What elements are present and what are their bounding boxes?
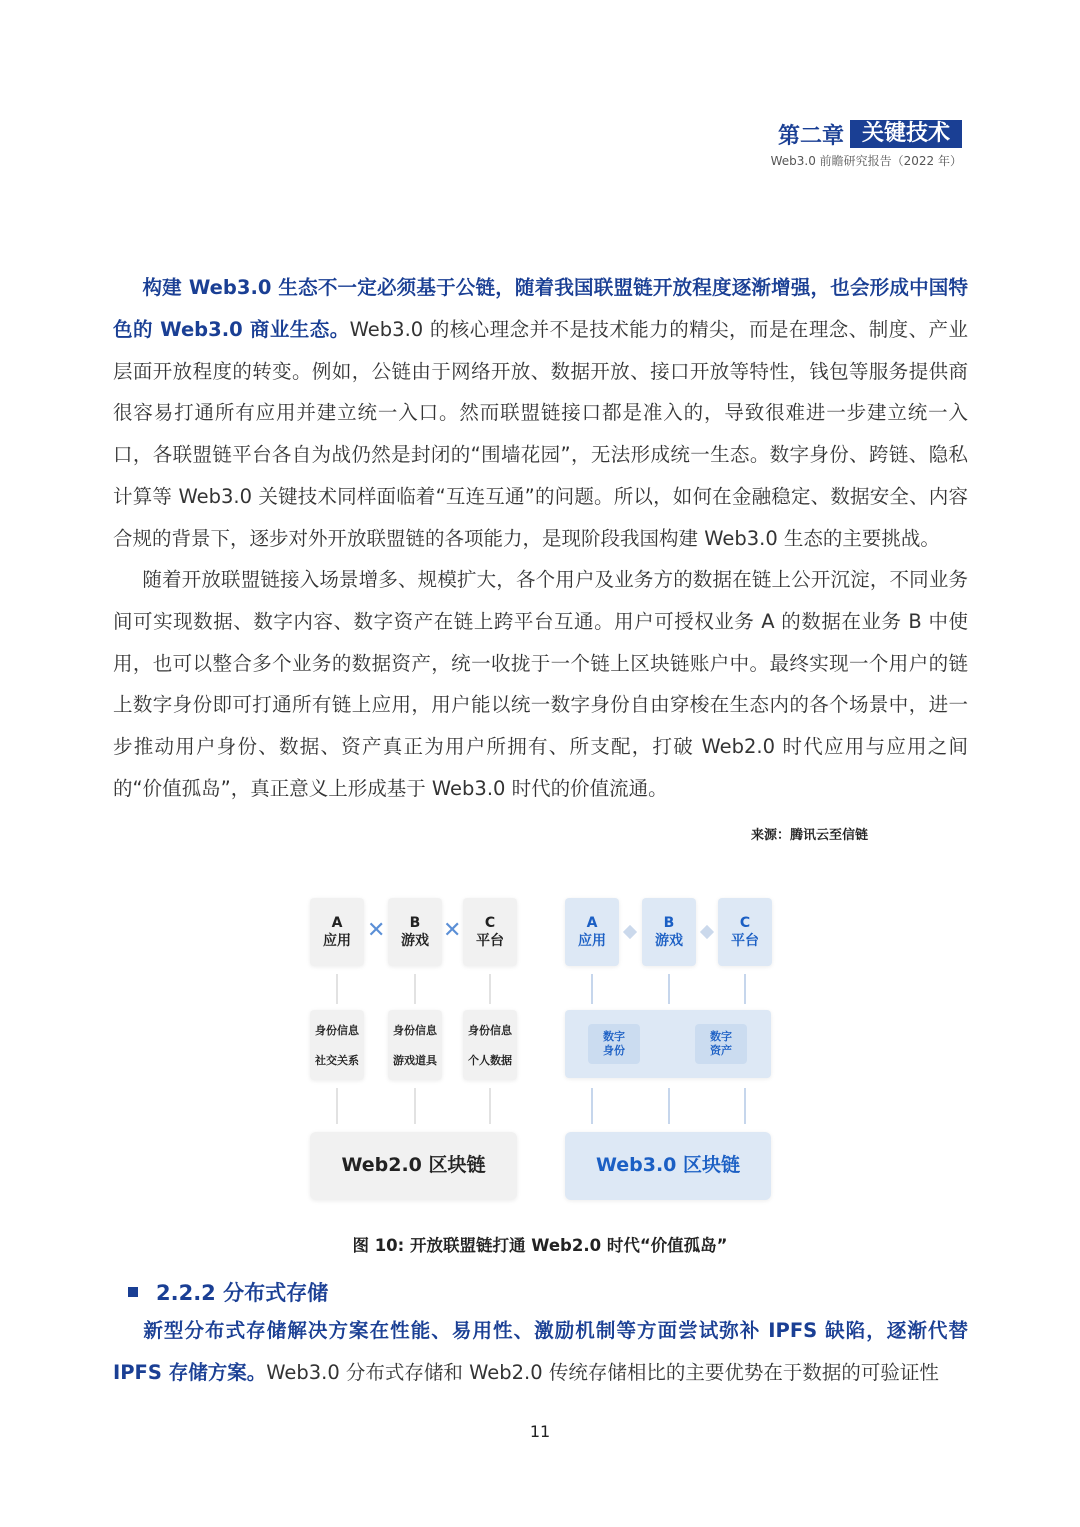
connector-line <box>668 1088 670 1124</box>
connector-line <box>591 974 593 1004</box>
paragraph-2-body: 随着开放联盟链接入场景增多、规模扩大，各个用户及业务方的数据在链上公开沉淀，不同业务间可实现数据、数字内容、数字资产在链上跨平台互通。用户可授权业务 A 的数据在业务 B 中使用，也可以整合多个业务的数据资产，统一收拢于一个链上区块链账户中。最终实现一个用户的链上数字身份即可打通所有链上应用，用户能以统一数字身份自由穿梭在生态内的各个场景中，进一步推动用户身份、数据、资产真正为用户所拥有、所支配，打破 Web2.0 时代应用与应用之间的“价值孤岛”，真正意义上形成基于 Web3.0 时代的价值流通。 <box>113 568 968 800</box>
connector-line <box>489 1088 491 1124</box>
digital-asset-line2: 资产 <box>710 1044 732 1057</box>
chapter-number: 第二章 <box>777 123 844 149</box>
right-app-a-label: 应用 <box>578 933 606 949</box>
connector-line <box>336 1088 338 1124</box>
right-app-c <box>718 898 772 966</box>
left-info-b <box>388 1010 442 1080</box>
right-app-c-letter: C <box>739 915 751 931</box>
link-diamond-icon <box>700 925 714 939</box>
paragraph-1-body: Web3.0 的核心理念并不是技术能力的精尖，而是在理念、制度、产业层面开放程度的转变。例如，公链由于网络开放、数据开放、接口开放等特性，钱包等服务提供商很容易打通所有应用并建立统一入口。然而联盟链接口都是准入的，导致很难进一步建立统一入口，各联盟链平台各自为战仍然是封闭的“围墙花园”，无法形成统一生态。数字身份、跨链、隐私计算等 Web3.0 关键技术同样面临着“互连互通”的问题。所以，如何在金融稳定、数据安全、内容合规的背景下，逐步对外开放联盟链的各项能力，是现阶段我国构建 Web3.0 生态的主要挑战。 <box>113 317 968 550</box>
connector-line <box>591 1088 593 1124</box>
left-app-b <box>388 898 442 966</box>
left-info-a-line1: 身份信息 <box>315 1024 359 1037</box>
left-info-c-line2: 个人数据 <box>468 1054 512 1067</box>
left-app-a-letter: A <box>331 915 343 931</box>
right-app-b <box>642 898 696 966</box>
digital-asset-item <box>695 1024 747 1064</box>
left-app-c <box>463 898 517 966</box>
left-info-b-line2: 游戏道具 <box>393 1054 437 1067</box>
paragraph-3-body: Web3.0 分布式存储和 Web2.0 传统存储相比的主要优势在于数据的可验证性 <box>266 1360 939 1384</box>
left-info-b-line1: 身份信息 <box>393 1024 437 1037</box>
connector-line <box>489 974 491 1004</box>
link-diamond-icon <box>623 925 637 939</box>
left-app-b-letter: B <box>409 915 421 931</box>
section-title: 2.2.2 分布式存储 <box>156 1281 329 1305</box>
cross-link-icon: ✕ <box>367 918 386 943</box>
left-app-a-label: 应用 <box>323 933 351 949</box>
digital-asset-line1: 数字 <box>710 1030 732 1043</box>
right-app-b-letter: B <box>663 915 675 931</box>
right-app-a-letter: A <box>586 915 598 931</box>
chapter-title: 关键技术 <box>850 120 962 148</box>
right-app-b-label: 游戏 <box>655 933 683 949</box>
cross-link-icon: ✕ <box>443 918 462 943</box>
left-app-a <box>310 898 364 966</box>
page-number: 11 <box>529 1422 551 1441</box>
paragraph-1-lead: 构建 Web3.0 生态不一定必须基于公链，随着我国联盟链开放程度逐渐增强，也会形成中国特色的 Web3.0 商业生态。 <box>113 276 968 341</box>
figure-source: 来源：腾讯云至信链 <box>750 828 868 843</box>
left-app-c-label: 平台 <box>476 933 504 949</box>
left-info-c <box>463 1010 517 1080</box>
connector-line <box>668 974 670 1004</box>
section-bullet-icon <box>128 1287 138 1297</box>
left-info-a <box>310 1010 364 1080</box>
connector-line <box>744 1088 746 1124</box>
section-heading <box>128 1277 328 1307</box>
connector-line <box>414 1088 416 1124</box>
right-app-c-label: 平台 <box>731 933 759 949</box>
digital-identity-line2: 身份 <box>603 1044 625 1057</box>
connector-line <box>744 974 746 1004</box>
left-app-b-label: 游戏 <box>401 933 429 949</box>
paragraph-3 <box>113 1310 968 1394</box>
web3-chain-box: Web3.0 区块链 <box>565 1132 771 1200</box>
connector-line <box>336 974 338 1004</box>
figure-caption: 图 10: 开放联盟链打通 Web2.0 时代“价值孤岛” <box>352 1236 728 1255</box>
digital-identity-line1: 数字 <box>603 1030 625 1043</box>
left-info-a-line2: 社交关系 <box>315 1054 359 1067</box>
web2-chain-box: Web2.0 区块链 <box>310 1132 517 1200</box>
right-app-a <box>565 898 619 966</box>
left-app-c-letter: C <box>484 915 496 931</box>
connector-line <box>414 974 416 1004</box>
left-info-c-line1: 身份信息 <box>468 1024 512 1037</box>
digital-identity-item <box>588 1024 640 1064</box>
report-subtitle: Web3.0 前瞻研究报告（2022 年） <box>770 154 962 168</box>
paragraph-3-lead: 新型分布式存储解决方案在性能、易用性、激励机制等方面尝试弥补 IPFS 缺陷，逐渐代替 IPFS 存储方案。 <box>113 1319 968 1384</box>
